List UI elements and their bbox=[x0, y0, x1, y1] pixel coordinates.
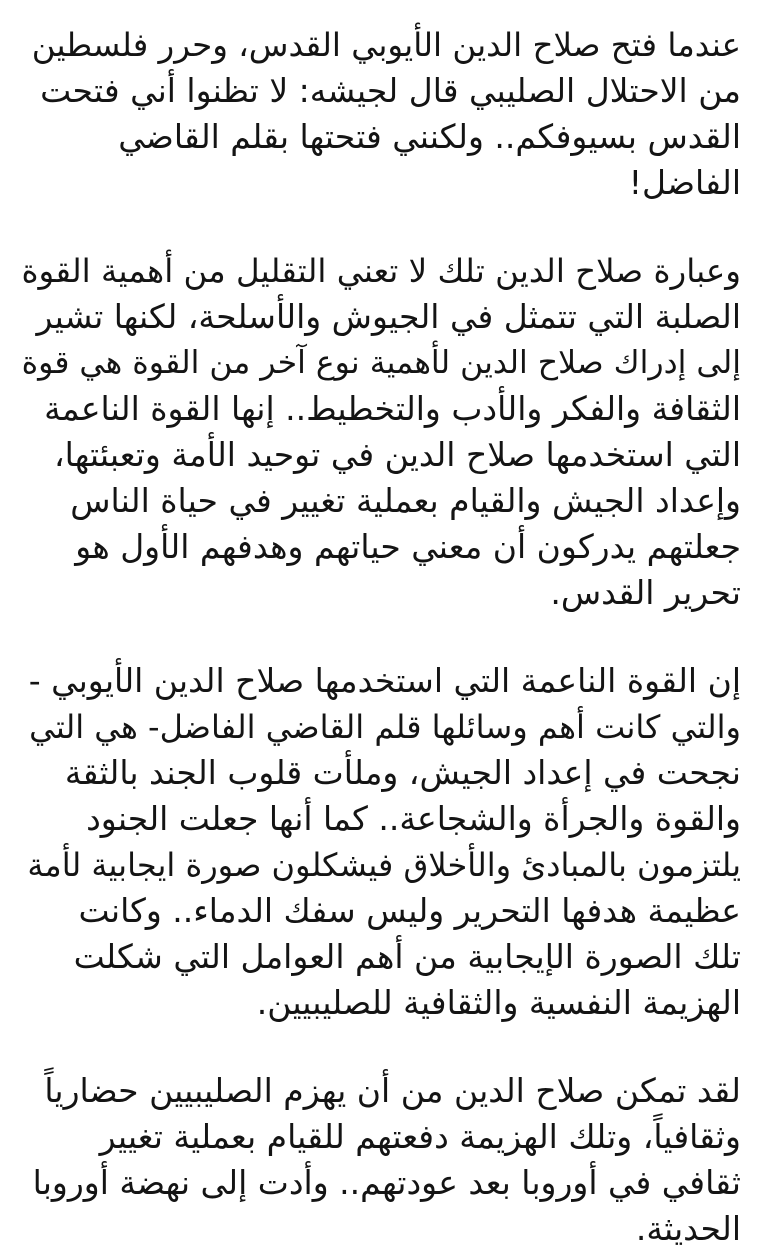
text-line: الفاضل! bbox=[628, 163, 741, 202]
text-line: تلك الصورة الإيجابية من أهم العوامل التي شكلت bbox=[73, 937, 741, 976]
text-line: والقوة والجرأة والشجاعة.. كما أنها جعلت الجنود bbox=[86, 799, 741, 838]
text-line: عظيمة هدفها التحرير وليس سفك الدماء.. وكانت bbox=[78, 891, 741, 930]
text-line: الهزيمة النفسية والثقافية للصليبيين. bbox=[256, 983, 741, 1022]
text-line: عندما فتح صلاح الدين الأيوبي القدس، وحرر فلسطين bbox=[31, 26, 741, 64]
text-line: التي استخدمها صلاح الدين في توحيد الأمة وتعبئتها، bbox=[54, 435, 741, 474]
text-line: من الاحتلال الصليبي قال لجيشه: لا تظنوا أني فتحت bbox=[40, 71, 741, 110]
text-line: القدس بسيوفكم.. ولكنني فتحتها بقلم القاضي bbox=[118, 117, 741, 156]
text-line: وثقافياً، وتلك الهزيمة دفعتهم للقيام بعملية تغيير bbox=[99, 1117, 741, 1156]
text-line: إلى إدراك صلاح الدين لأهمية نوع آخر من القوة هي قوة bbox=[21, 345, 741, 381]
text-line: وإعداد الجيش والقيام بعملية تغيير في حياة الناس bbox=[70, 481, 741, 520]
text-line: يلتزمون بالمبادئ والأخلاق فيشكلون صورة ايجابية لأمة bbox=[27, 846, 741, 884]
text-line: ثقافي في أوروبا بعد عودتهم.. وأدت إلى نهضة أوروبا bbox=[32, 1163, 741, 1202]
text-line: الصلبة التي تتمثل في الجيوش والأسلحة، لكنها تشير bbox=[36, 297, 741, 336]
text-line: لقد تمكن صلاح الدين من أن يهزم الصليبيين حضارياً bbox=[44, 1071, 741, 1110]
paragraph-3 bbox=[22, 658, 741, 1026]
paragraph-2 bbox=[22, 248, 741, 616]
text-line: الحديثة. bbox=[635, 1209, 741, 1248]
text-line: نجحت في إعداد الجيش، وملأت قلوب الجند بالثقة bbox=[64, 753, 741, 792]
text-line: جعلتهم يدركون أن معني حياتهم وهدفهم الأول هو bbox=[75, 527, 741, 566]
text-line: الثقافة والفكر والأدب والتخطيط.. إنها القوة الناعمة bbox=[44, 389, 741, 428]
text-line: إن القوة الناعمة التي استخدمها صلاح الدين الأيوبي - bbox=[28, 661, 741, 700]
paragraph-1 bbox=[22, 22, 741, 206]
text-line: وعبارة صلاح الدين تلك لا تعني التقليل من أهمية القوة bbox=[21, 252, 741, 290]
text-line: تحرير القدس. bbox=[550, 573, 741, 612]
text-line: والتي كانت أهم وسائلها قلم القاضي الفاضل- هي التي bbox=[29, 708, 741, 746]
paragraph-4 bbox=[22, 1068, 741, 1252]
